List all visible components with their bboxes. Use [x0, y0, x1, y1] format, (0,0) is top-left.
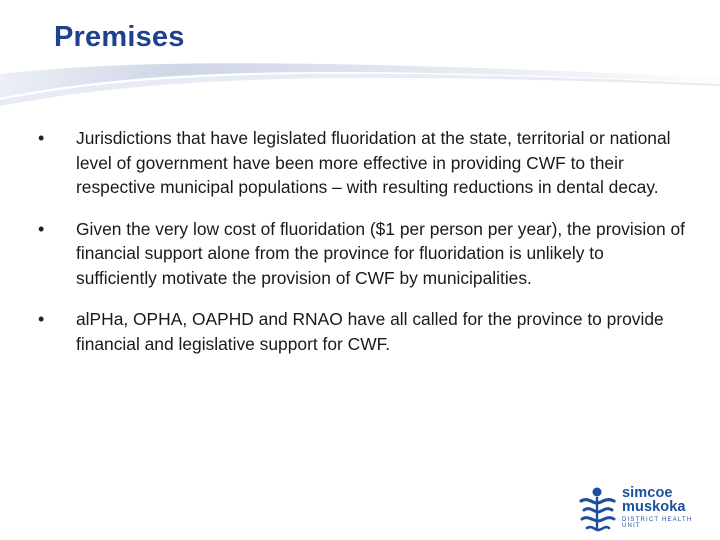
bullet-icon: •	[38, 218, 45, 239]
logo-wordmark	[622, 486, 686, 514]
logo-tagline: DISTRICT HEALTH UNIT	[622, 517, 693, 529]
bullet-text: Jurisdictions that have legislated fluoridation at the state, territorial or national level of government have been more effective in providing CWF to their respective municipal populations – with resulting reductions in dental decay.	[76, 128, 671, 197]
bullet-item	[38, 126, 688, 200]
bullet-item	[38, 217, 688, 291]
bullet-item	[38, 307, 688, 356]
slide-title: Premises	[54, 21, 185, 53]
bullet-text: Given the very low cost of fluoridation ($1 per person per year), the provision of financial support alone from the province for fluoridation is unlikely to sufficiently motivate the provision of CWF by municipalities.	[76, 218, 685, 288]
logo-line2: muskoka	[622, 499, 686, 515]
logo-line1: simcoe	[622, 485, 673, 501]
bullet-icon: •	[38, 309, 45, 329]
bullet-icon: •	[38, 128, 45, 148]
decorative-swoosh	[0, 0, 720, 130]
bullet-text: alPHa, OPHA, OAPHD and RNAO have all called for the province to provide financial and legislative support for CWF.	[76, 309, 664, 354]
health-unit-logo-icon	[578, 486, 620, 532]
bullet-list	[38, 126, 688, 373]
simcoe-muskoka-logo	[578, 486, 710, 532]
